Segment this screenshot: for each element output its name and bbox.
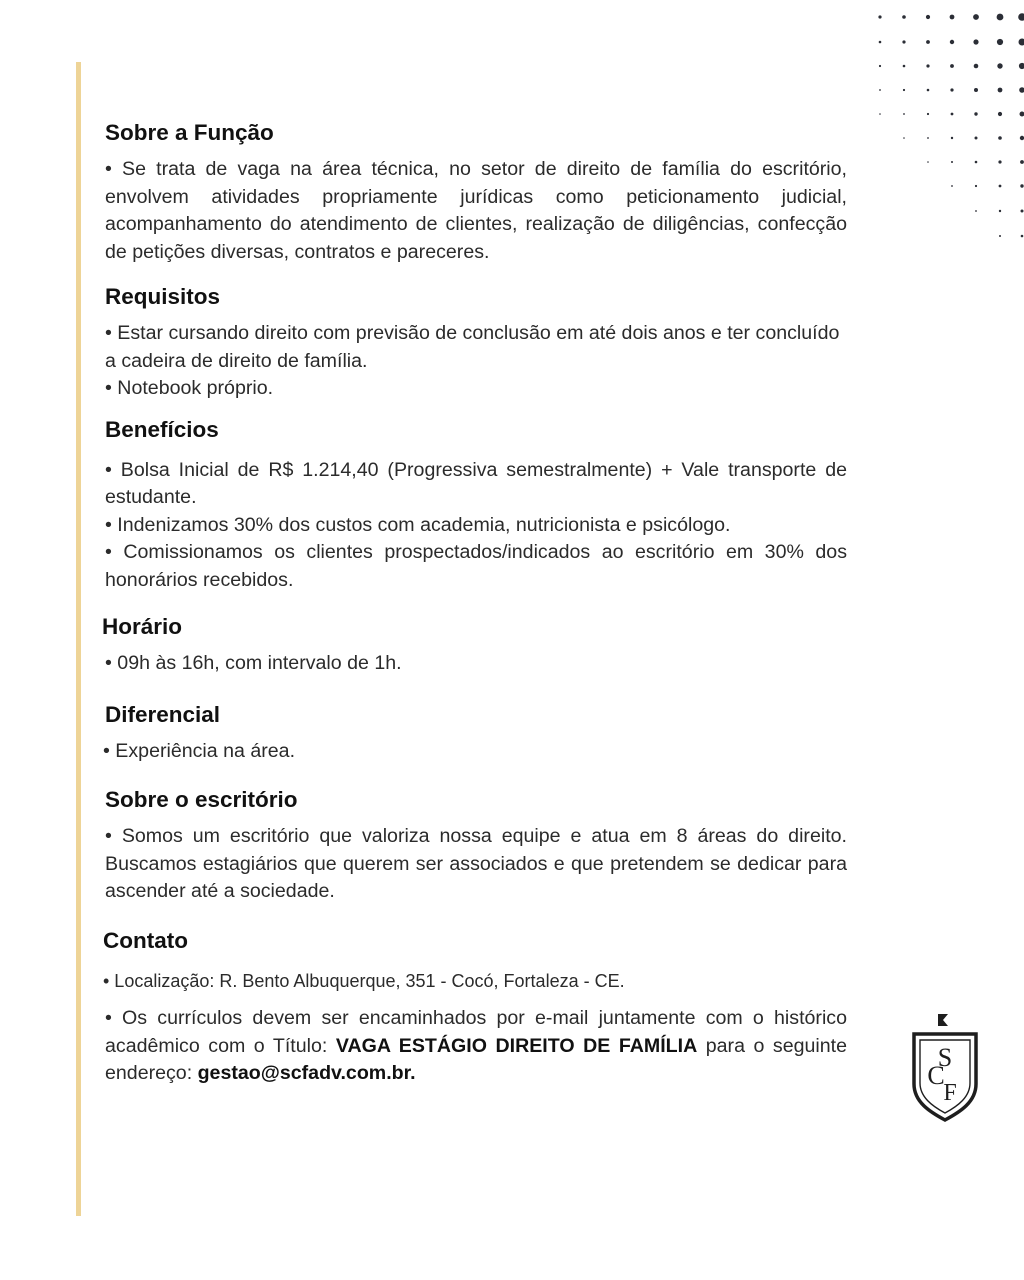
cv-text-middle: para o seguinte endereço:	[105, 1034, 847, 1084]
section-contato	[103, 926, 847, 1088]
section-diferencial	[105, 700, 847, 766]
section-text: • 09h às 16h, com intervalo de 1h.	[105, 652, 402, 674]
section-title: Sobre o escritório	[105, 787, 298, 812]
section-title: Requisitos	[105, 284, 221, 309]
logo-letter-c: C	[927, 1061, 945, 1090]
section-sobre-escritorio	[105, 785, 847, 906]
section-sobre-funcao	[105, 118, 847, 266]
section-horario	[102, 612, 847, 678]
list-item: • Bolsa Inicial de R$ 1.214,40 (Progressiva semestralmente) + Vale transporte de estudante.	[105, 458, 847, 508]
contact-cv-instructions	[105, 1005, 847, 1088]
section-requisitos	[105, 282, 847, 403]
list-item: • Indenizamos 30% dos custos com academia, nutricionista e psicólogo.	[105, 513, 731, 536]
cv-title: VAGA ESTÁGIO DIREITO DE FAMÍLIA	[335, 1034, 698, 1057]
logo-letter-s: S	[937, 1043, 953, 1072]
list-item: • Comissionamos os clientes prospectados/indicados ao escritório em 30% dos honorários recebidos.	[105, 541, 847, 591]
section-title: Diferencial	[105, 701, 221, 727]
logo-letter-f: F	[943, 1080, 957, 1106]
section-title: Sobre a Função	[105, 120, 274, 145]
section-title: Horário	[102, 614, 183, 639]
accent-bar	[76, 62, 81, 1216]
contact-location: • Localização: R. Bento Albuquerque, 351 - Cocó, Fortaleza - CE.	[103, 970, 625, 991]
section-text: • Experiência na área.	[103, 739, 296, 762]
section-text: • Somos um escritório que valoriza nossa equipe e atua em 8 áreas do direito. Buscamos estagiários que querem ser associados e que pretendem se dedicar para ascender até a sociedade.	[105, 825, 847, 902]
job-posting-content	[102, 118, 847, 1088]
section-title: Benefícios	[105, 416, 219, 442]
list-item: • Notebook próprio.	[105, 377, 274, 399]
scf-logo	[910, 1012, 980, 1124]
email-link[interactable]: gestao@scfadv.com.br.	[197, 1062, 416, 1084]
section-title: Contato	[103, 927, 188, 953]
cv-text: • Os currículos devem ser encaminhados por e-mail juntamente com o histórico acadêmico com o Título:	[105, 1007, 847, 1057]
section-text: • Se trata de vaga na área técnica, no setor de direito de família do escritório, envolvem atividades propriamente jurídicas como peticionamento judicial, acompanhamento do atendimento de clientes, realização de diligências, confecção de petições diversas, contratos e pareceres.	[105, 158, 847, 263]
list-item: • Estar cursando direito com previsão de conclusão em até dois anos e ter concluído a cadeira de direito de família.	[105, 322, 840, 372]
section-beneficios	[105, 415, 847, 595]
dot-pattern	[864, 0, 1024, 260]
